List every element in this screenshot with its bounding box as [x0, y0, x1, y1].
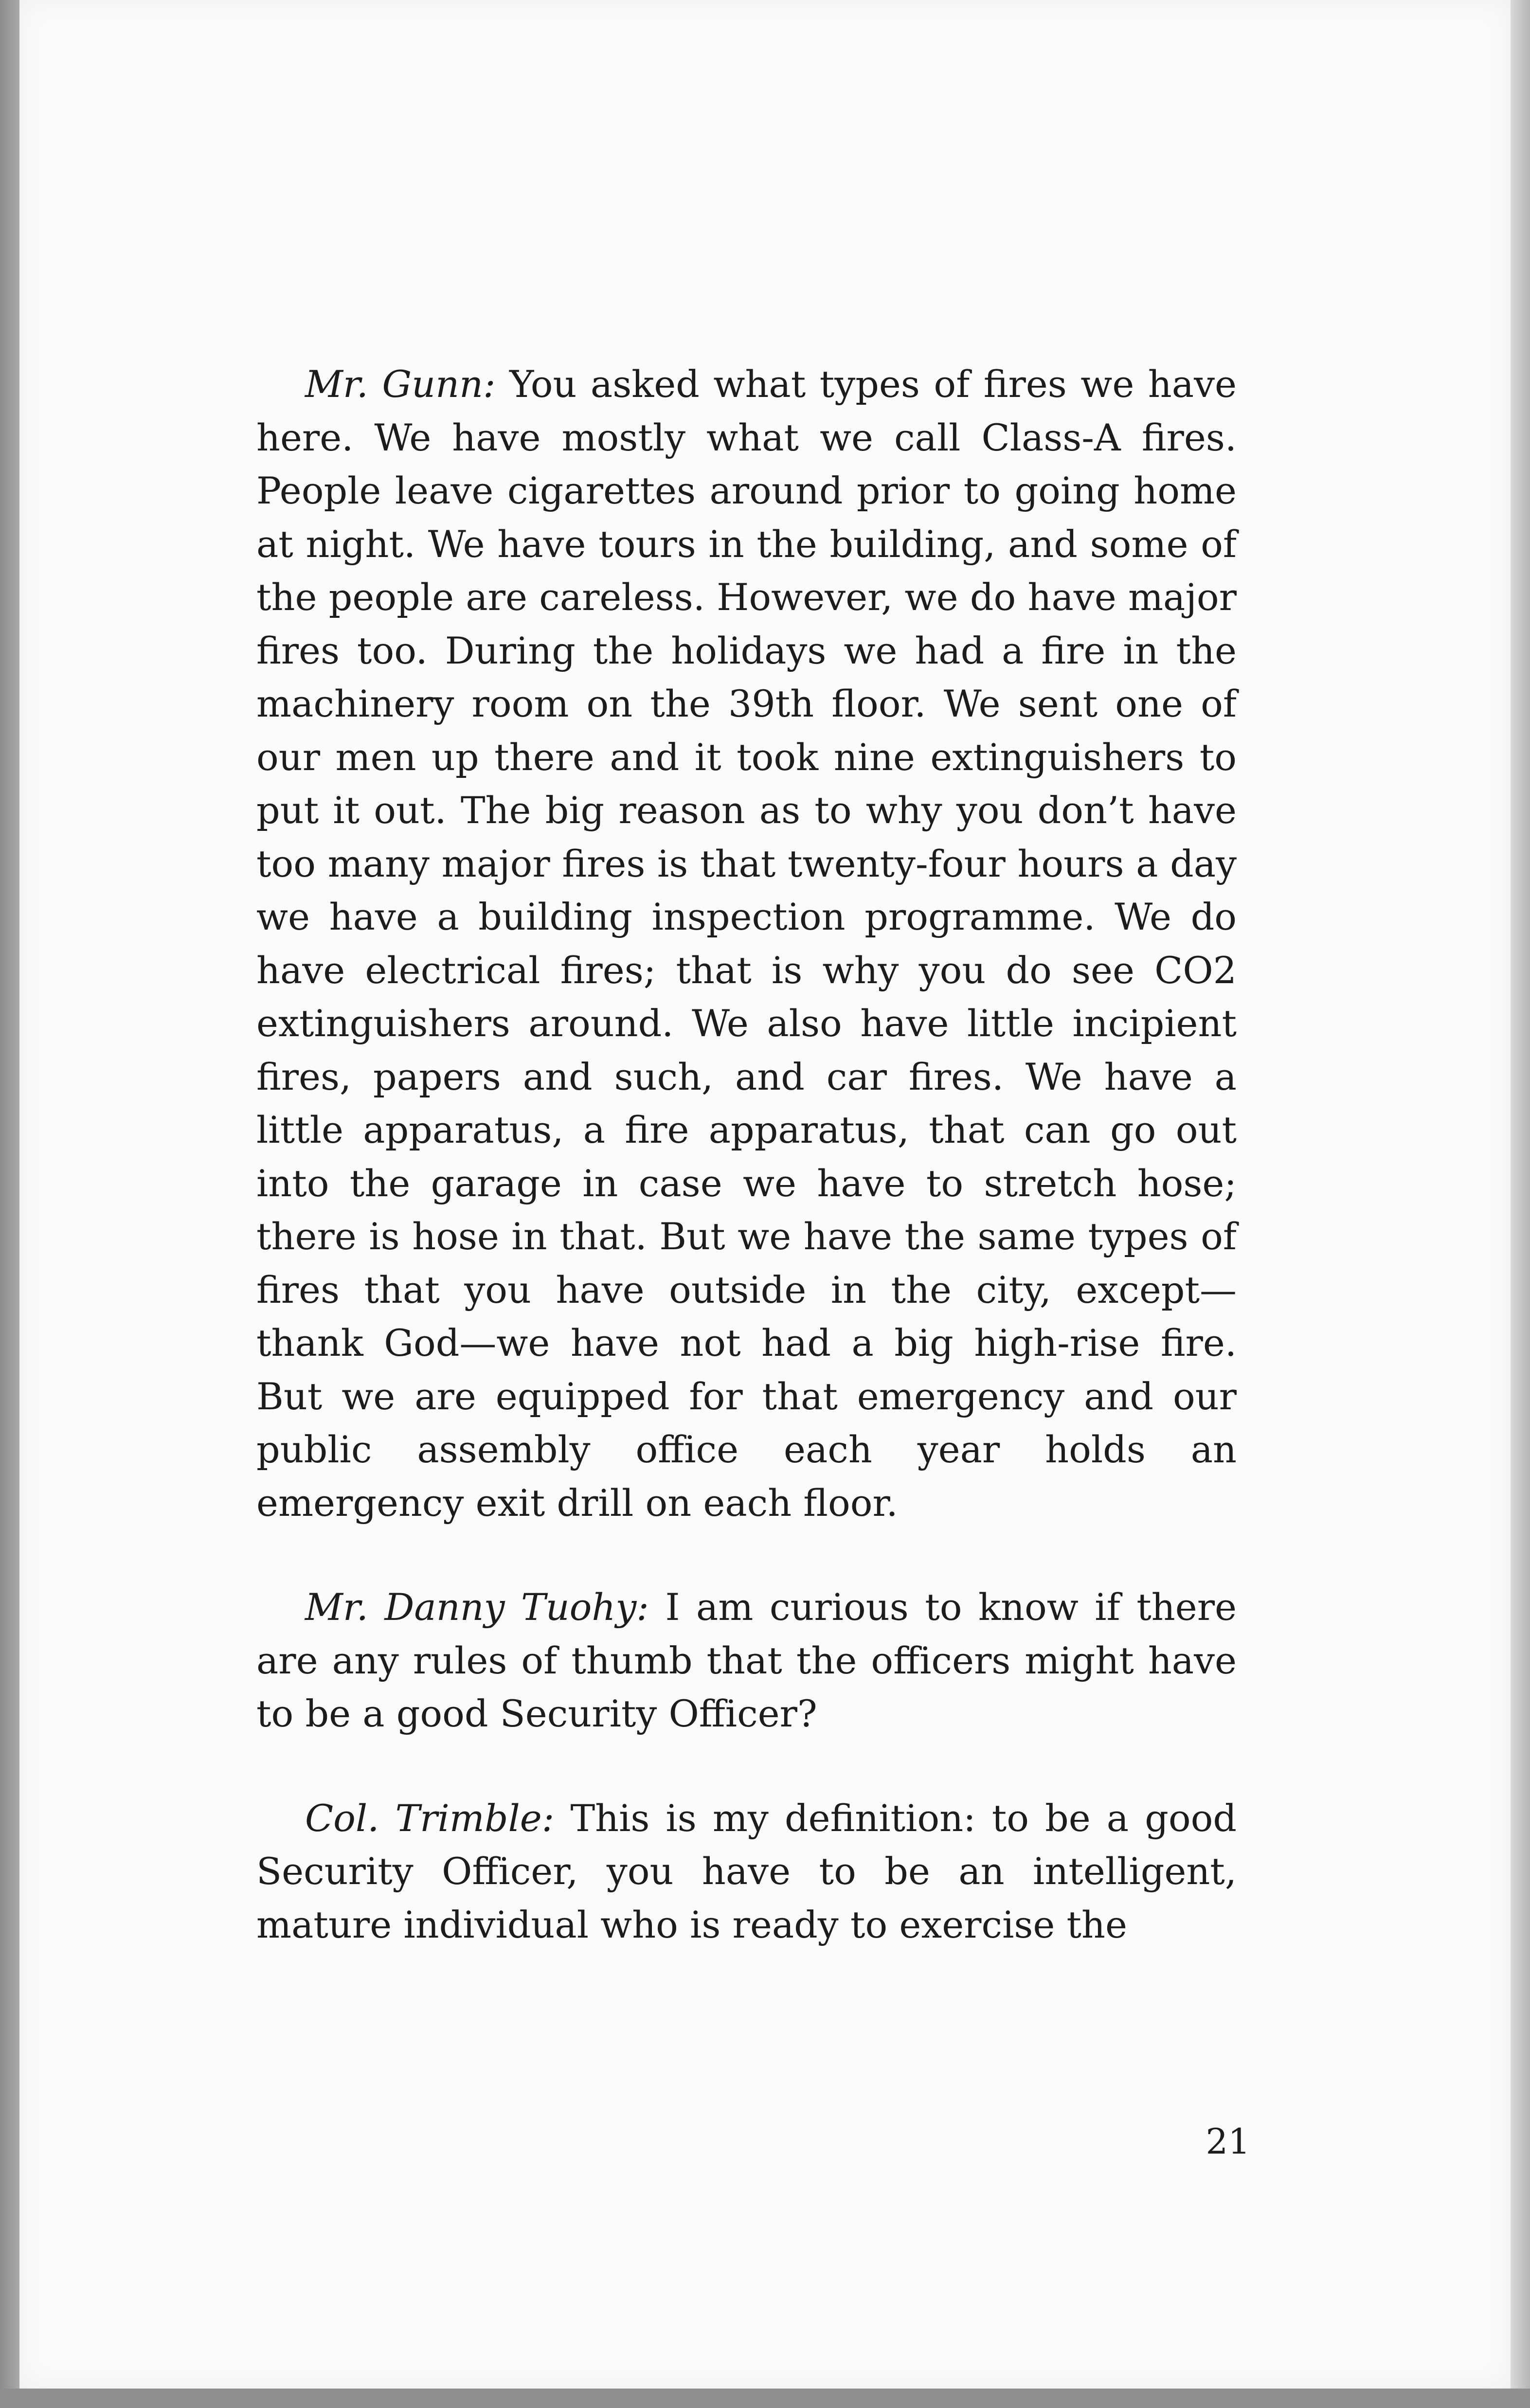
scan-left-edge	[0, 0, 19, 2408]
speaker-name: Col. Trimble:	[305, 1796, 555, 1840]
paragraph-text: I am curious to know if there are any rules of thumb that the officers might have to be a good Security Officer?	[256, 1585, 1237, 1735]
speaker-name: Mr. Danny Tuohy:	[305, 1585, 649, 1629]
paragraph-trimble	[256, 1792, 1237, 1952]
speaker-name: Mr. Gunn:	[305, 362, 496, 406]
paragraph-text: This is my definition: to be a good Security Officer, you have to be an intelligent, mature individual who is ready to exercise the	[256, 1796, 1237, 1946]
paragraph-text: You asked what types of fires we have here. We have mostly what we call Class-A fires. People leave cigarettes around prior to going home at night. We have tours in the building, and some of the people are careless. However, we do have major fires too. During the holidays we had a fire in the machinery room on the 39th floor. We sent one of our men up there and it took nine extinguishers to put it out. The big reason as to why you don’t have too many major fires is that twenty-four hours a day we have a building inspection programme. We do have electrical fires; that is why you do see CO2 extinguishers around. We also have little incipient fires, papers and such, and car fires. We have a little apparatus, a fire apparatus, that can go out into the garage in case we have to stretch hose; there is hose in that. But we have the same types of fires that you have outside in the city, except—thank God—we have not had a big high-rise fire. But we are equipped for that emergency and our public assembly office each year holds an emergency exit drill on each floor.	[256, 362, 1237, 1525]
page-number: 21	[1206, 2121, 1250, 2162]
scan-right-edge	[1511, 0, 1530, 2408]
paragraph-gunn	[256, 358, 1237, 1529]
body-text	[256, 358, 1237, 1951]
paragraph-tuohy	[256, 1581, 1237, 1741]
scan-bottom-edge	[0, 2389, 1530, 2408]
